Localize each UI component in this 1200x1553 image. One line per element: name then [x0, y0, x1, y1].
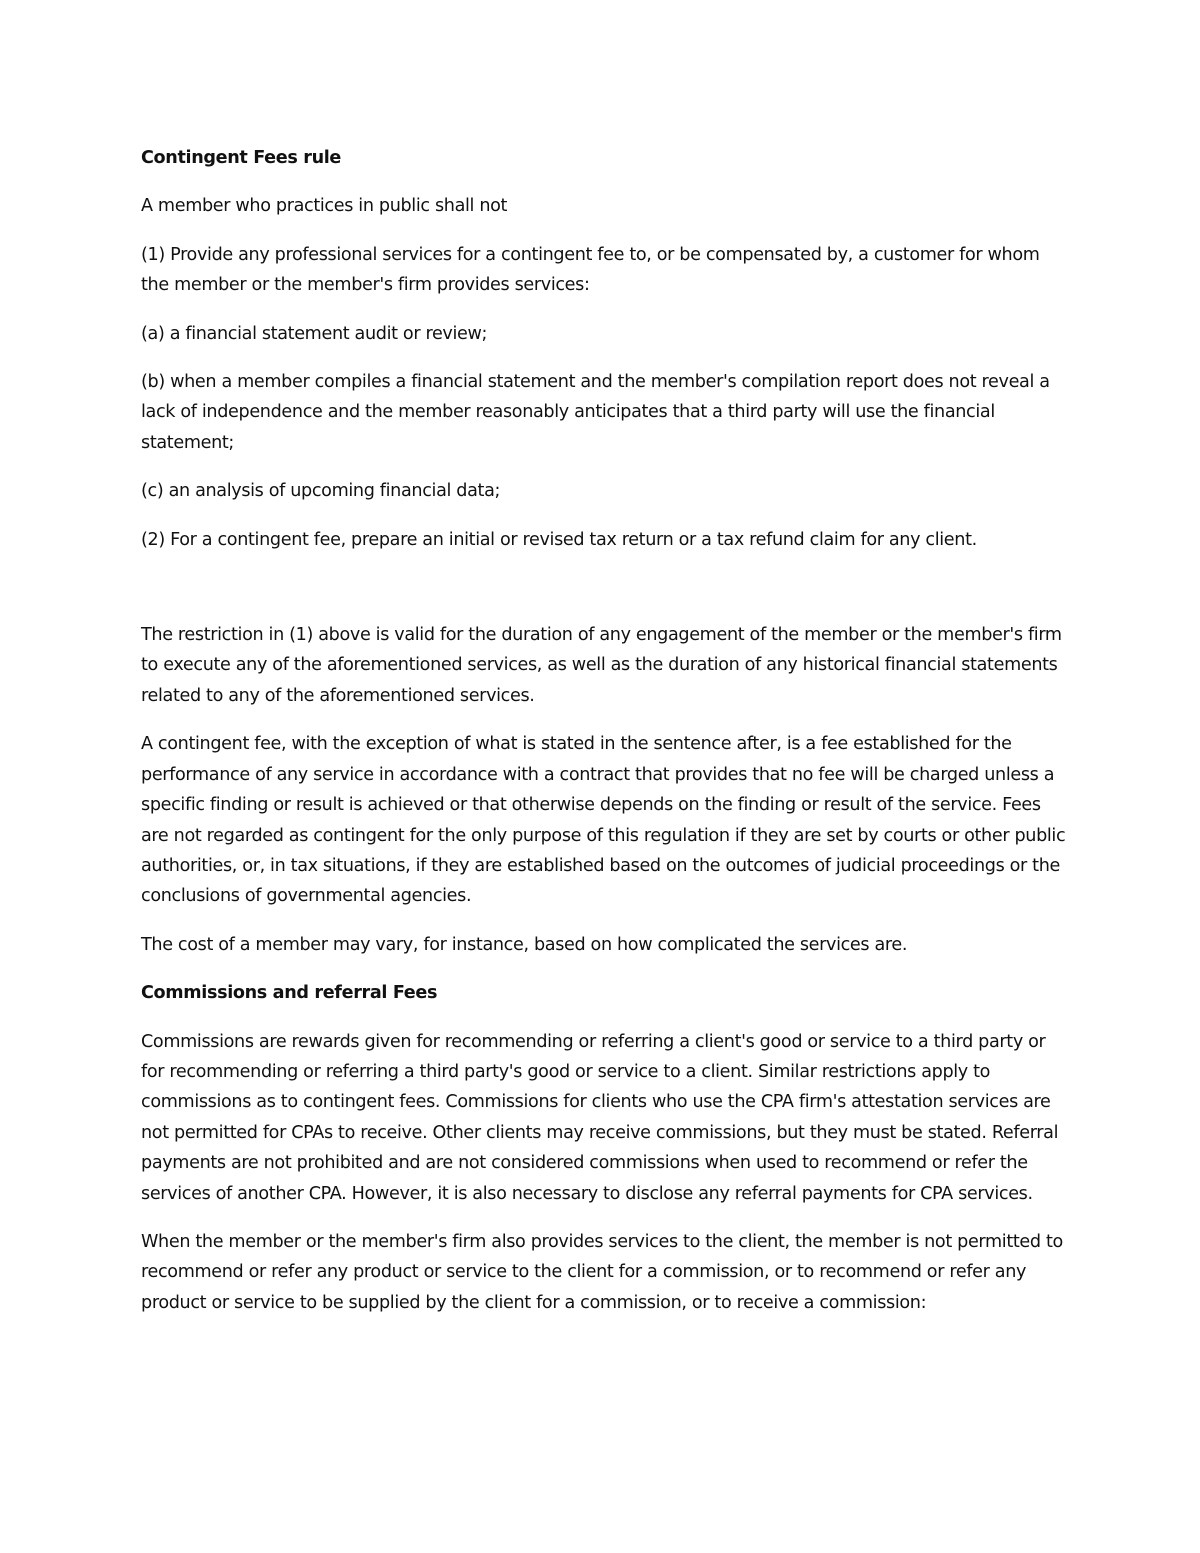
heading-contingent-fees-rule: Contingent Fees rule — [141, 148, 342, 168]
rule-item-1: (1) Provide any professional services for a contingent fee to, or be compensated by, a customer for whom the member or the member's firm provides services: — [141, 244, 1040, 296]
rule-item-2: (2) For a contingent fee, prepare an initial or revised tax return or a tax refund claim for any client. — [141, 529, 977, 550]
restriction-paragraph: The restriction in (1) above is valid for the duration of any engagement of the member or the member's firm to execute any of the aforementioned services, as well as the duration of any historical financial statements related to any of the aforementioned services. — [141, 625, 1062, 706]
heading-commissions-referral-fees: Commissions and referral Fees — [141, 983, 438, 1004]
rule-item-b: (b) when a member compiles a financial statement and the member's compilation report does not reveal a lack of independence and the member reasonably anticipates that a third party will use the financial statement; — [141, 372, 1050, 453]
rule-item-c: (c) an analysis of upcoming financial data; — [141, 481, 501, 502]
intro-paragraph: A member who practices in public shall not — [141, 196, 508, 217]
rule-item-a: (a) a financial statement audit or review; — [141, 323, 488, 344]
commissions-paragraph: Commissions are rewards given for recommending or referring a client's good or service to a third party or for recommending or referring a third party's good or service to a client. Similar restrictions apply to commissions as to contingent fees. Commissions for clients who use the CPA firm's attestation services are not permitted for CPAs to receive. Other clients may receive commissions, but they must be stated. Referral payments are not prohibited and are not considered commissions when used to recommend or refer the services of another CPA. However, it is also necessary to disclose any referral payments for CPA services. — [141, 1031, 1059, 1204]
when-paragraph: When the member or the member's firm also provides services to the client, the member is not permitted to recommend or refer any product or service to the client for a commission, or to recommend or refer any product or service to be supplied by the client for a commission, or to receive a commission: — [141, 1231, 1063, 1313]
definition-paragraph: A contingent fee, with the exception of what is stated in the sentence after, is a fee established for the performance of any service in accordance with a contract that provides that no fee will be charged unless a specific finding or result is achieved or that otherwise depends on the finding or result of the service. Fees are not regarded as contingent for the only purpose of this regulation if they are set by courts or other public authorities, or, in tax situations, if they are established based on the outcomes of judicial proceedings or the conclusions of governmental agencies. — [141, 734, 1066, 907]
blank-line — [141, 573, 1070, 620]
cost-paragraph: The cost of a member may vary, for instance, based on how complicated the services are. — [141, 934, 908, 955]
